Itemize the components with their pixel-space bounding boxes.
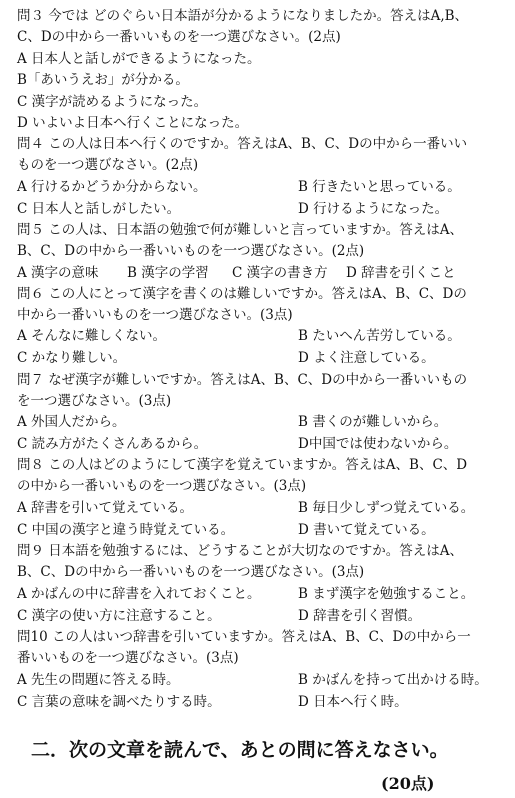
question-7-option-c: C 読み方がたくさんあるから。	[17, 436, 208, 452]
question-4-option-a: A 行けるかどうか分からない。	[17, 179, 207, 195]
question-7-option-a: A 外国人だから。	[17, 414, 126, 430]
question-6-stem-line-2: 中から一番いいものを一つ選びなさい。(3点)	[17, 307, 293, 323]
question-9-option-d: D 辞書を引く習慣。	[298, 608, 422, 624]
question-6-stem-line-1: 問６ この人にとって漢字を書くのは難しいですか。答えはA、B、C、Dの	[17, 286, 467, 302]
question-6-option-d: D よく注意している。	[298, 350, 435, 366]
question-10-option-c: C 言葉の意味を調べたりする時。	[17, 694, 221, 710]
question-8-stem-line-1: 問８ この人はどのようにして漢字を覚えていますか。答えはA、B、C、D	[17, 457, 468, 473]
question-10-stem-line-2: 番いいものを一つ選びなさい。(3点)	[17, 650, 239, 666]
question-5-stem-line-1: 問５ この人は、日本語の勉強で何が難しいと言っていますか。答えはA、	[17, 222, 464, 238]
question-10-option-b: B かばんを持って出かける時。	[298, 672, 488, 688]
question-8-option-c: C 中国の漢字と違う時覚えている。	[17, 522, 235, 538]
question-8-stem-line-2: の中から一番いいものを一つ選びなさい。(3点)	[17, 478, 307, 494]
question-5-option-b: B 漢字の学習	[127, 265, 209, 281]
question-6-option-b: B たいへん苦労している。	[298, 328, 461, 344]
question-7-option-d: D中国では使わないから。	[298, 436, 458, 452]
question-6-option-a: A そんなに難しくない。	[17, 328, 167, 344]
question-3-option-c: C 漢字が読めるようになった。	[17, 94, 208, 110]
question-7-stem-line-2: を一つ選びなさい。(3点)	[17, 393, 172, 409]
question-3-option-a: A 日本人と話しができるようになった。	[17, 51, 261, 67]
question-10-option-d: D 日本へ行く時。	[298, 694, 408, 710]
question-3-option-d: D いよいよ日本へ行くことになった。	[17, 115, 249, 131]
section-2-heading: 二．次の文章を読んで、あとの問に答えなさい。	[31, 739, 449, 761]
question-10-option-a: A 先生の問題に答える時。	[17, 672, 180, 688]
question-7-stem-line-1: 問７ なぜ漢字が難しいですか。答えはA、B、C、Dの中から一番いいもの	[17, 372, 468, 388]
question-4-option-c: C 日本人と話しがしたい。	[17, 201, 181, 217]
question-9-option-c: C 漢字の使い方に注意すること。	[17, 608, 221, 624]
question-5-option-a: A 漢字の意味	[17, 265, 99, 281]
question-4-stem-line-2: ものを一つ選びなさい。(2点)	[17, 157, 199, 173]
question-3-option-b: B「あいうえお」が分かる。	[17, 72, 189, 88]
question-3-stem-line-1: 問３ 今では どのぐらい日本語が分かるようになりましたか。答えはA,B、	[17, 8, 469, 24]
question-10-stem-line-1: 問10 この人はいつ辞書を引いていますか。答えはA、B、C、Dの中から一	[17, 629, 471, 645]
question-7-option-b: B 書くのが難しいから。	[298, 414, 448, 430]
question-6-option-c: C かなり難しい。	[17, 350, 127, 366]
question-5-option-c: C 漢字の書き方	[232, 265, 328, 281]
question-5-stem-line-2: B、C、Dの中から一番いいものを一つ選びなさい。(2点)	[17, 243, 365, 259]
section-2-score: (20点)	[381, 774, 435, 793]
question-4-option-d: D 行けるようになった。	[298, 201, 449, 217]
question-9-option-a: A かばんの中に辞書を入れておくこと。	[17, 586, 261, 602]
question-9-stem-line-2: B、C、Dの中から一番いいものを一つ選びなさい。(3点)	[17, 564, 365, 580]
question-9-option-b: B まず漢字を勉強すること。	[298, 586, 475, 602]
question-9-stem-line-1: 問９ 日本語を勉強するには、どうすることが大切なのですか。答えはA、	[17, 543, 464, 559]
question-3-stem-line-2: C、Dの中から一番いいものを一つ選びなさい。(2点)	[17, 29, 341, 45]
question-8-option-d: D 書いて覚えている。	[298, 522, 435, 538]
question-4-stem-line-1: 問４ この人は日本へ行くのですか。答えはA、B、C、Dの中から一番いい	[17, 136, 468, 152]
question-5-option-d: D 辞書を引くこと	[346, 265, 456, 281]
question-8-option-b: B 毎日少しずつ覚えている。	[298, 500, 475, 516]
question-8-option-a: A 辞書を引いて覚えている。	[17, 500, 194, 516]
question-4-option-b: B 行きたいと思っている。	[298, 179, 461, 195]
